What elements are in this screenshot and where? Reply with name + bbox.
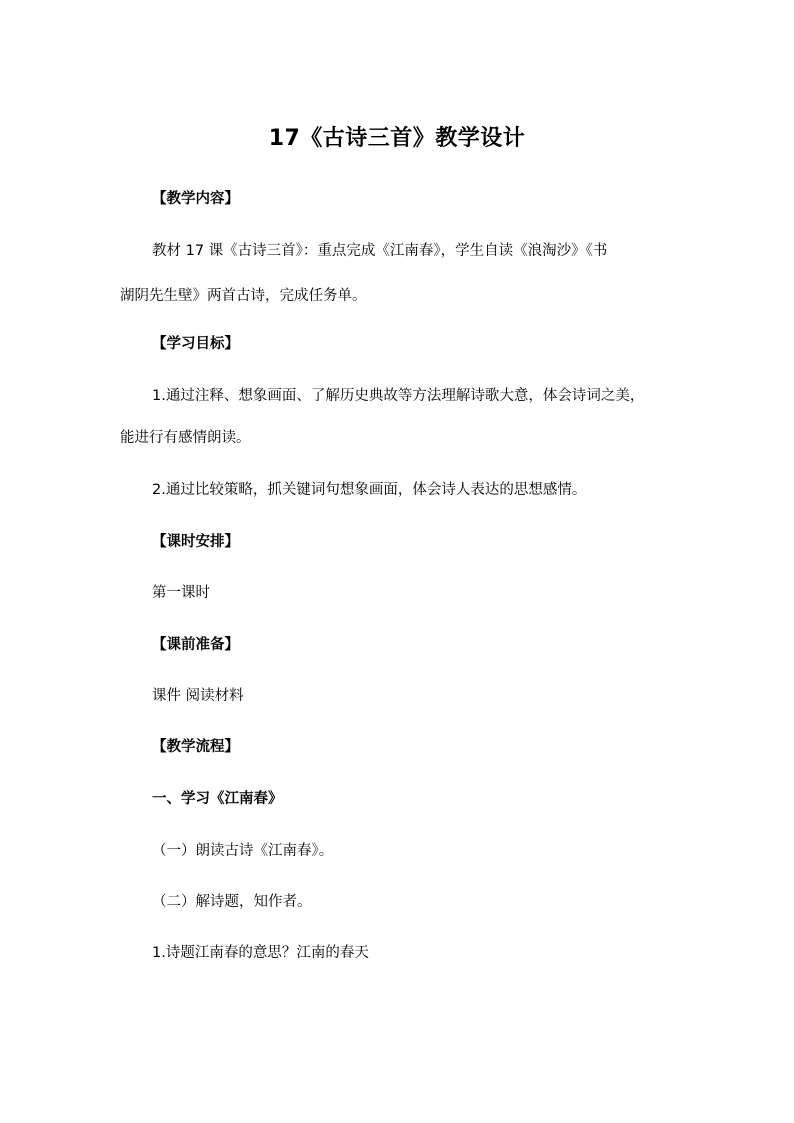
- flow-heading: 【教学流程】: [152, 739, 239, 755]
- step-2-item-1: 1.诗题江南春的意思？江南的春天: [152, 945, 369, 961]
- document-title: 17《古诗三首》教学设计: [268, 126, 526, 151]
- goals-heading: 【学习目标】: [152, 336, 239, 352]
- content-paragraph-line-1: 教材 17 课《古诗三首》：重点完成《江南春》，学生自读《浪淘沙》《书: [152, 243, 608, 259]
- step-2: （二）解诗题，知作者。: [152, 894, 312, 910]
- goal-2: 2.通过比较策略，抓关键词句想象画面，体会诗人表达的思想感情。: [152, 482, 587, 498]
- goal-1-line-1: 1.通过注释、想象画面、了解历史典故等方法理解诗歌大意，体会诗词之美，: [152, 388, 645, 404]
- schedule-text: 第一课时: [152, 585, 210, 601]
- content-heading: 【教学内容】: [152, 191, 239, 207]
- step-1: （一）朗读古诗《江南春》。: [152, 843, 334, 859]
- schedule-heading: 【课时安排】: [152, 534, 239, 550]
- content-paragraph-line-2: 湖阴先生壁》两首古诗，完成任务单。: [120, 288, 367, 304]
- prep-text: 课件 阅读材料: [152, 688, 244, 704]
- prep-heading: 【课前准备】: [152, 637, 239, 653]
- goal-1-line-2: 能进行有感情朗读。: [120, 430, 251, 446]
- part-1-heading: 一、学习《江南春》: [152, 791, 283, 807]
